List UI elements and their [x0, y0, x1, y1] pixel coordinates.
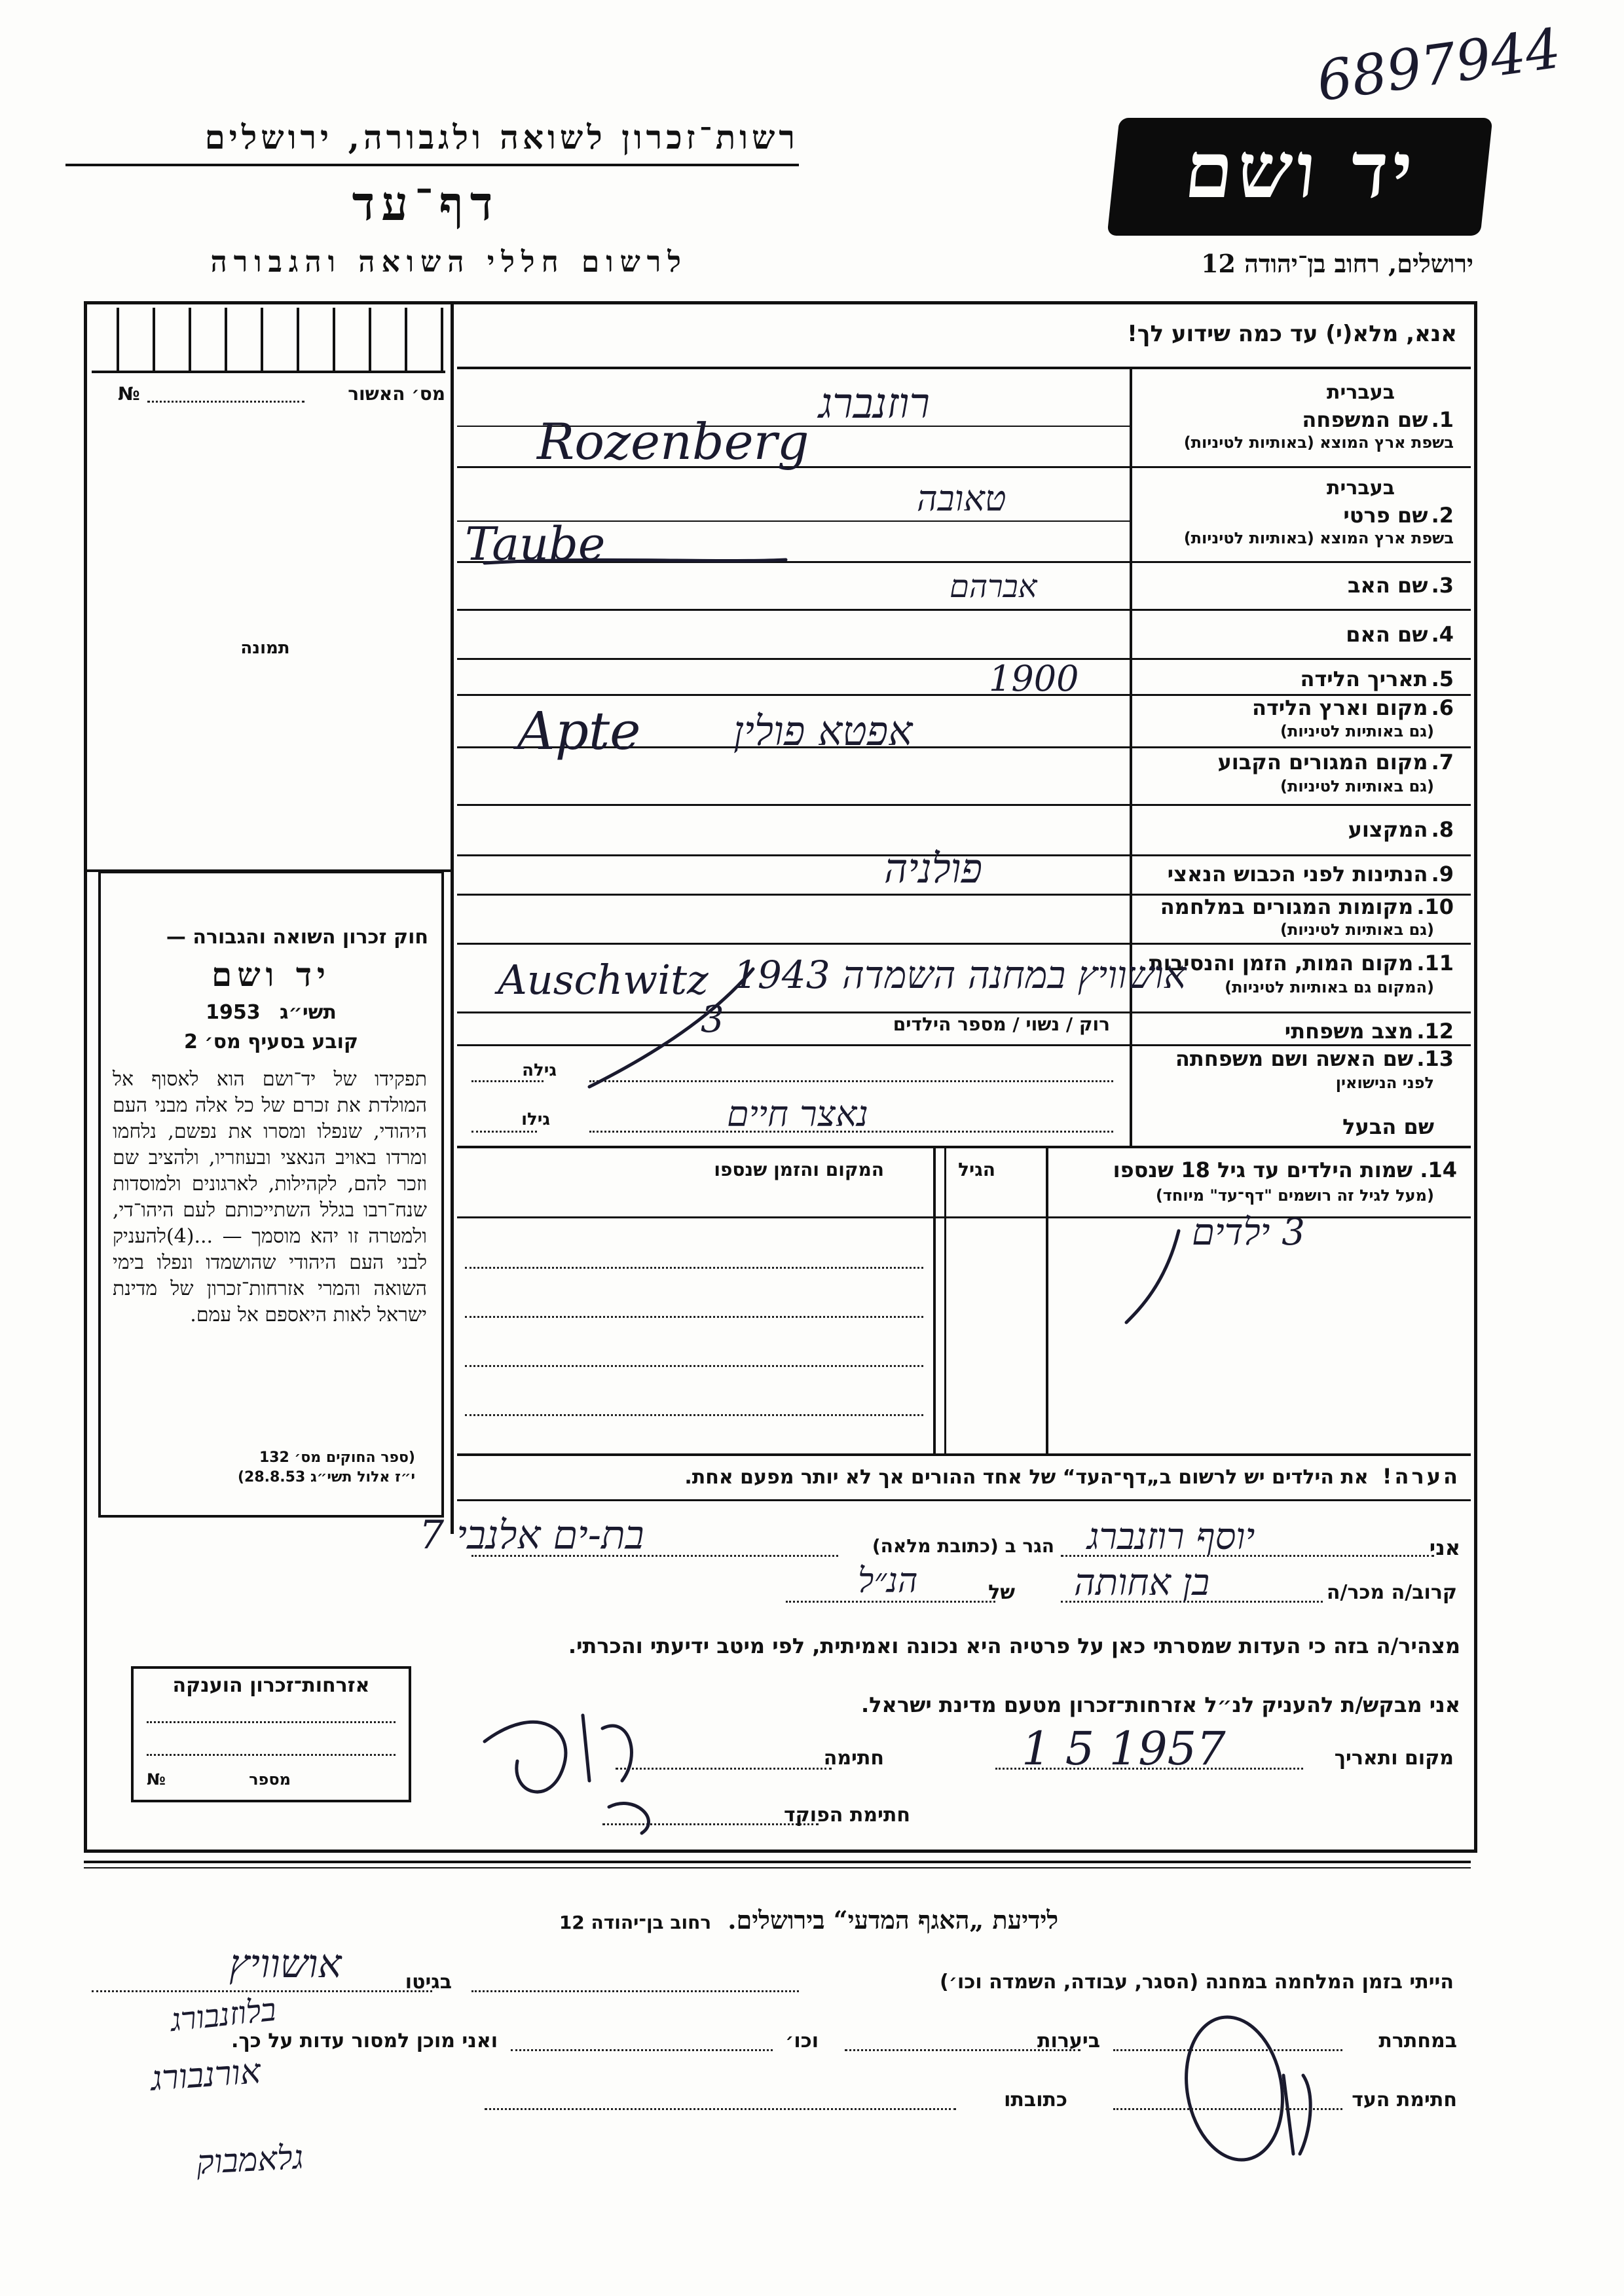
field-4-num: 4. — [1431, 622, 1454, 647]
etc-dots — [511, 2049, 773, 2051]
name-flourish — [485, 560, 786, 563]
margin-note-2: אורנבורג — [149, 2052, 262, 2099]
declaration-of-value: הנ״ל — [858, 1561, 918, 1601]
field-2-num: 2. — [1431, 503, 1454, 528]
law-text: תפקידו של יד־ושם הוא לאסוף אל המולדת את זכרם של כל אלה מבני העם היהודי, שנפלו ומסרו את נפשם, נלחמו ומרדו באויב הנאצי ובעוזריו, ולהציב שם וזכר להם, לקהילות, לארגונים ולמוסדות שנח־רבו בגלל השתייכותם לעם היהו־די, ולמטרה זו יהא מוסמך — ...(4)להעניק לבני העם היהודי שהושמדו ונפלו בימי השואה והמרי אזרחות־זכרון של מדינת ישראל לאות היאספם אל עמם. — [113, 1068, 427, 1326]
declaration-residing-text: הגר ב (כתובת מלאה) — [872, 1535, 1054, 1557]
declarant-signature — [485, 1715, 648, 1833]
husband-age-label-text: גילו — [521, 1110, 550, 1129]
field-2-label-text: שם פרטי — [1343, 503, 1428, 528]
declaration-of-text: של — [988, 1581, 1015, 1604]
children-place-label-text: המקום והזמן שנספו — [714, 1159, 884, 1180]
field-6-value-latin: Apte — [517, 701, 641, 761]
law-name: יד ושם — [212, 955, 331, 994]
bottom-separator-bottom — [84, 1867, 1471, 1868]
law-year-hebrew: תשי״ג — [280, 1001, 337, 1024]
field-13-label-text: שם האשה ושם משפחתה — [1175, 1046, 1414, 1071]
authority-name: רשות־זכרון לשואה ולגבורה, ירושלים — [204, 118, 799, 156]
forest-label-text: ביערות — [1037, 2030, 1100, 2052]
law-section: קובע בסעיף מס׳ 2 — [183, 1030, 359, 1053]
field-13-sub-text: לפני הנישואין — [1335, 1074, 1434, 1092]
instructions-text: אנא, מלא(י) עד כמה שידוע לך! — [1127, 321, 1457, 347]
law-citation-date: י״ז אלול תשי״ג 28.8.53) — [237, 1469, 415, 1485]
science-header — [426, 1905, 1192, 1935]
field-3-value: אברהם — [950, 568, 1037, 605]
field-11-value: אושוויץ במחנה השמדה 1943 — [733, 953, 1187, 997]
wife-age-label-text: גילה — [522, 1061, 557, 1080]
ready-label-text: ואני מוכן למסור עדות על כך. — [231, 2030, 498, 2052]
witness-label — [1352, 2088, 1457, 2111]
witness-address-dots — [485, 2108, 956, 2110]
field-2-hebrew-tag-text: בעברית — [1327, 477, 1395, 500]
field-6-sub-text: (גם באותיות לטיניות) — [1280, 722, 1434, 740]
ghetto-value: אושוויץ — [229, 1941, 342, 1987]
law-citation: (ספר החוקים מס׳ 132 — [259, 1449, 415, 1466]
children-value: 3 ילדים — [1192, 1211, 1305, 1254]
declaration-i-label: אני — [1429, 1535, 1460, 1560]
ghetto-label-text: בגיטו — [405, 1971, 452, 1994]
place-date-value: 1 5 1957 — [1022, 1722, 1226, 1776]
declaration-request: אני מבקש/ת להעניק לנ״ל אזרחות־זכרון מטעם מדינת ישראל. — [861, 1692, 1460, 1717]
law-year: 1953 — [206, 1001, 261, 1024]
husband-value: נאצר חיים — [727, 1093, 868, 1135]
place-date-label-text: מקום ותאריך — [1334, 1747, 1454, 1770]
memorial-no: № — [147, 1770, 166, 1789]
form-title: דף־עד — [352, 175, 500, 231]
death-place-stroke — [589, 969, 753, 1087]
field-13-num: 13. — [1416, 1046, 1454, 1071]
archive-number-text: 6897944 — [1313, 16, 1565, 114]
field-2-value-latin: Taube — [465, 517, 606, 571]
field-12-label-text: מצב משפחתי — [1284, 1019, 1414, 1044]
underground-label-text: במחתרת — [1378, 2030, 1457, 2052]
children-label-text: 14. שמות הילדים עד גיל 18 שנספו — [1113, 1157, 1457, 1182]
memorial-title: אזרחות־זכרון הוענקה — [172, 1674, 370, 1697]
declaration-name: יוסף רוזנברג — [1087, 1516, 1255, 1558]
field-12-value: 3 — [701, 998, 724, 1041]
field-10-label-text: מקומות המגורים במלחמה — [1160, 894, 1414, 919]
field-1-sub-text: בשפת ארץ המוצא (באותיות לטיניות) — [1183, 433, 1454, 452]
declaration-relative-text: קרוב/ה מכר/ה — [1326, 1581, 1457, 1604]
law-title: חוק זכרון השואה והגבורה — — [166, 926, 428, 949]
margin-note-3: גלאמבוק — [195, 2138, 304, 2182]
ready-label — [231, 2030, 498, 2052]
memorial-number-label: מספר — [249, 1770, 291, 1789]
field-3-label-text: שם האב — [1348, 573, 1428, 598]
form-subtitle: לרשום חללי השואה והגבורה — [210, 246, 688, 279]
etc-label — [785, 2030, 819, 2052]
officer-label-text: חתימת הפוקד — [784, 1804, 910, 1827]
field-7-num: 7. — [1431, 750, 1454, 774]
witness-dots — [1113, 2108, 1342, 2110]
field-5-value: 1900 — [989, 658, 1079, 699]
field-10-sub-text: (גם באותיות לטיניות) — [1280, 920, 1434, 939]
children-stroke — [1126, 1231, 1179, 1322]
field-6-label-text: מקום וארץ הלידה — [1251, 695, 1428, 720]
science-address: רחוב בן־יהודה 12 — [559, 1912, 712, 1933]
field-1-label-text: שם המשפחה — [1302, 407, 1428, 432]
field-4-label-text: שם האם — [1346, 622, 1428, 647]
field-7-label-text: מקום המגורים הקבוע — [1217, 750, 1428, 774]
bottom-separator-top — [84, 1861, 1471, 1863]
header-address: ירושלים, רחוב בן־יהודה 12 — [1201, 249, 1473, 278]
witness-signature-mark — [1283, 2075, 1310, 2154]
declaration-statement: מצהיר/ה בזה כי העדות שמסרתי כאן על פרטיה היא נכונה ואמיתית, לפי מיטב ידיעתי והכרתי. — [568, 1633, 1460, 1658]
field-9-label-text: הנתינות לפני הכבוש הנאצי — [1167, 862, 1428, 886]
field-5-label-text: תאריך הלידה — [1300, 666, 1428, 691]
field-8-label-text: המקצוע — [1348, 817, 1428, 842]
children-sub-text: (מעל לגיל זה רושמים "דף־עד" מיוחד) — [1155, 1186, 1434, 1205]
field-6-num: 6. — [1431, 695, 1454, 720]
field-9-value: פולניה — [884, 845, 983, 892]
witness-address-label — [1004, 2088, 1067, 2111]
field-1-num: 1. — [1431, 407, 1454, 432]
forest-dots — [845, 2049, 1080, 2051]
witness-label-text: חתימת העד — [1352, 2088, 1457, 2111]
witness-address-label-text: כתובתו — [1004, 2088, 1067, 2111]
science-line-1: הייתי בזמן המלחמה במחנה (הסגר, עבודה, השמדה וכו׳) — [940, 1971, 1454, 1994]
note-text: את הילדים יש לרשום ב„דף־העד“ של אחד ההורים אך לא יותר מפעם אחת. — [684, 1466, 1369, 1489]
declaration-address: בת-ים אלנבי 7 — [419, 1512, 644, 1558]
field-11-value-latin: Auschwitz — [498, 956, 709, 1004]
field-11-sub-text: (המקום גם באותיות לטיניות) — [1225, 978, 1434, 996]
science-title: לידיעת „האגף המדעי“ בירושלים. — [728, 1905, 1059, 1935]
logo-text: יד ושם — [1180, 124, 1421, 215]
field-1-value-latin: Rozenberg — [537, 412, 809, 471]
note-label: הערה! — [1382, 1464, 1460, 1489]
field-2-sub-text: בשפת ארץ המוצא (באותיות לטיניות) — [1183, 529, 1454, 547]
field-12-num: 12. — [1416, 1019, 1454, 1044]
field-8-num: 8. — [1431, 817, 1454, 842]
field-11-label-text: מקום המות, הזמן והנסיבות — [1149, 951, 1414, 975]
approval-no: № — [118, 383, 140, 405]
underground-dots — [1113, 2049, 1342, 2051]
etc-label-text: וכו׳ — [785, 2030, 819, 2052]
field-2-value-hebrew: טאובה — [917, 478, 1006, 519]
children-age-label-text: הגיל — [958, 1159, 995, 1180]
science-line-1-dots — [471, 1990, 799, 1992]
field-9-num: 9. — [1431, 862, 1454, 886]
field-3-num: 3. — [1431, 573, 1454, 598]
field-1-value-hebrew: רוזנברג — [819, 380, 930, 428]
husband-label-text: שם הבעל — [1342, 1114, 1434, 1139]
field-1-hebrew-tag-text: בעברית — [1327, 381, 1395, 404]
approval-label-text: מס׳ האשור — [348, 383, 445, 405]
photo-label: תמונה — [240, 638, 290, 658]
margin-note-1: בלוזנבורג — [168, 1991, 278, 2039]
underground-label — [1378, 2030, 1457, 2052]
witness-signature — [1175, 2009, 1293, 2168]
declaration-relative-value: בן אחותה — [1074, 1561, 1210, 1604]
field-10-num: 10. — [1416, 894, 1454, 919]
field-5-num: 5. — [1431, 666, 1454, 691]
field-7-sub-text: (גם באותיות לטיניות) — [1280, 777, 1434, 795]
family-status-options-text: רוק / נשוי / מספר הילדים — [893, 1013, 1110, 1035]
field-6-value: אפטא פולין — [733, 707, 913, 755]
signature-label-text: חתימה — [823, 1747, 884, 1770]
field-11-num: 11. — [1416, 951, 1454, 975]
